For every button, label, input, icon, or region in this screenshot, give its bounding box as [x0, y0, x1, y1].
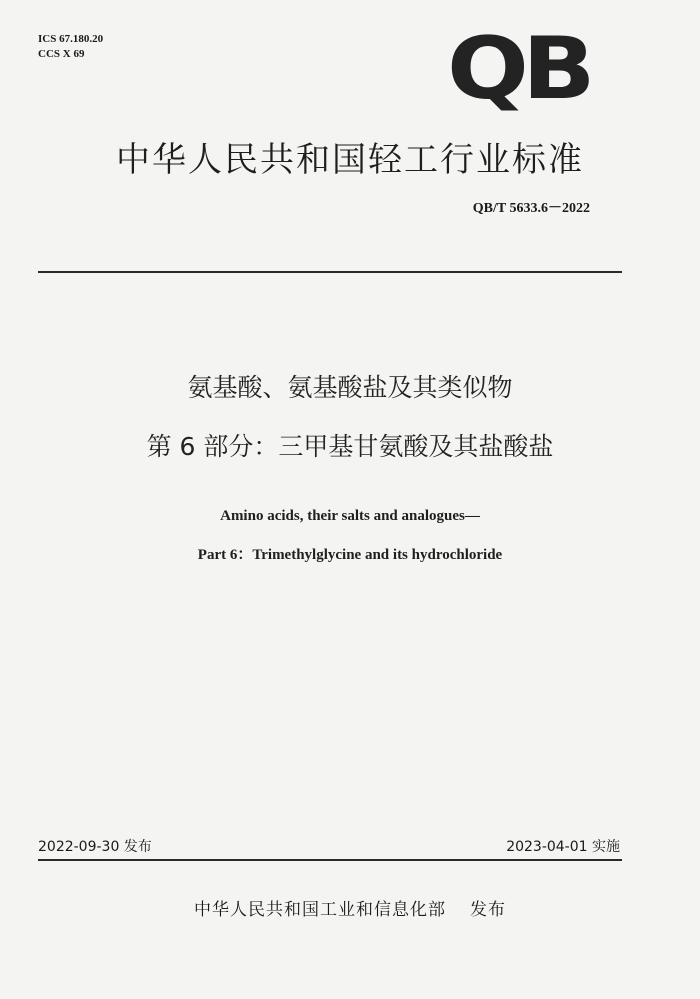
standard-number: QB/T 5633.6－2022 [472, 201, 590, 216]
ics-code: ICS 67.180.20 [38, 33, 104, 45]
publisher-line [0, 895, 700, 920]
ccs-code: CCS X 69 [38, 48, 85, 60]
top-divider [38, 271, 622, 273]
implementation-date: 2023-04-01 实施 [506, 839, 620, 855]
chinese-title-line1: 氨基酸、氨基酸盐及其类似物 [187, 373, 513, 402]
chinese-title-line2: 第 6 部分：三甲基甘氨酸及其盐酸盐 [146, 432, 554, 461]
issue-date: 2022-09-30 发布 [38, 839, 152, 855]
bottom-divider [38, 859, 622, 861]
english-title-line2: Part 6：Trimethylglycine and its hydrochloride [197, 547, 503, 563]
publisher-action: 发布 [470, 900, 506, 920]
standard-category-title: 中华人民共和国轻工行业标准 [116, 140, 584, 180]
classification-codes [38, 32, 103, 62]
publisher-name: 中华人民共和国工业和信息化部 [194, 900, 446, 920]
english-title-line1: Amino acids, their salts and analogues— [220, 508, 480, 524]
qb-logo: QB [447, 19, 589, 119]
